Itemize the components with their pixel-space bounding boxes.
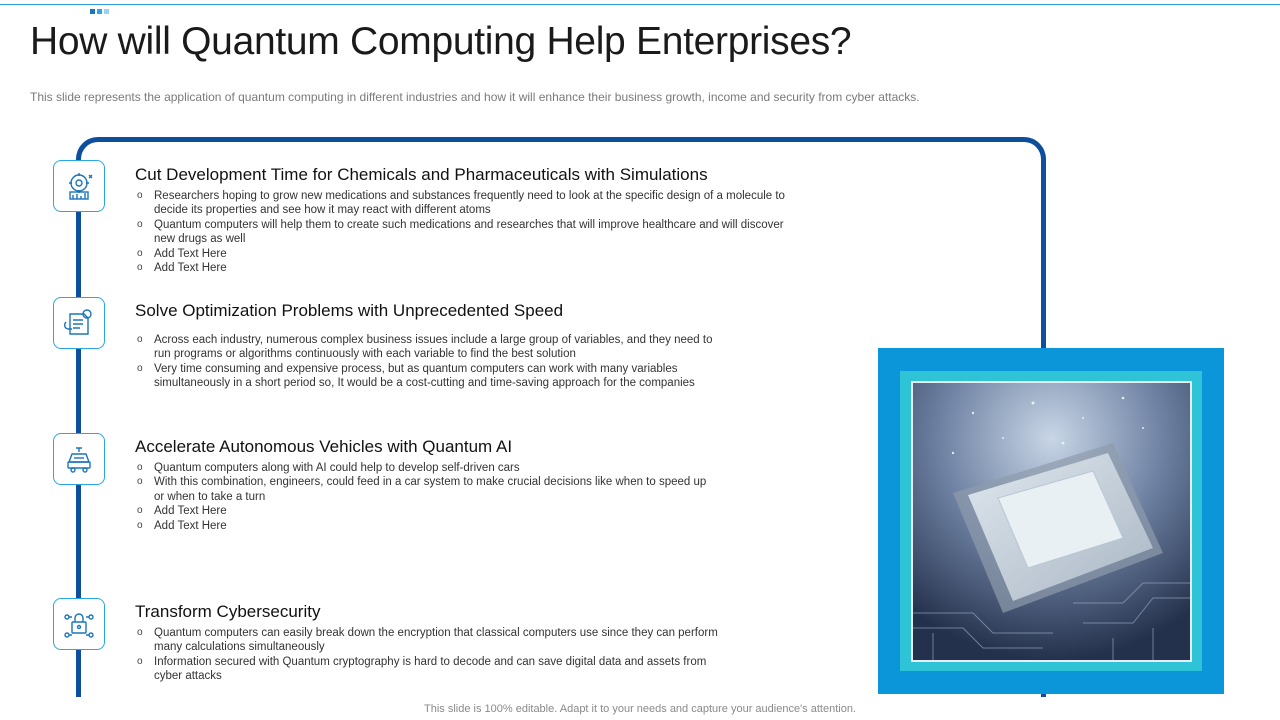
list-item: o Add Text Here xyxy=(135,247,835,261)
bullet-list xyxy=(135,461,835,533)
autonomous-vehicle-icon xyxy=(53,433,105,485)
document-gear-icon xyxy=(53,297,105,349)
list-item: o Across each industry, numerous complex business issues include a large group of variables, and they need to run programs or algorithms continuously with each variable to find the best solution xyxy=(135,333,724,362)
section-chemicals-pharmaceuticals xyxy=(135,165,835,275)
list-item: o Add Text Here xyxy=(135,504,835,518)
slide-subtitle: This slide represents the application of quantum computing in different industries and how it will enhance their business growth, income and security from cyber attacks. xyxy=(30,90,920,104)
list-item: o Add Text Here xyxy=(135,261,835,275)
section-optimization xyxy=(135,301,835,391)
top-decoration xyxy=(90,1,111,19)
bullet-list xyxy=(135,626,835,684)
slide-title: How will Quantum Computing Help Enterprises? xyxy=(30,20,852,63)
list-item: o Very time consuming and expensive process, but as quantum computers can work with many variables simultaneously in a short period so, It would be a cost-cutting and time-saving approach for the companies xyxy=(135,362,754,391)
list-item: o Researchers hoping to grow new medications and substances frequently need to look at the specific design of a molecule to decide its properties and see how it may react with different atoms xyxy=(135,189,814,218)
list-item: o Quantum computers will help them to create such medications and researches that will improve healthcare and will discover new drugs as well xyxy=(135,218,794,247)
list-item: o Add Text Here xyxy=(135,519,835,533)
security-lock-network-icon xyxy=(53,598,105,650)
list-item: o Information secured with Quantum cryptography is hard to decode and can save digital data and assets from cyber attacks xyxy=(135,655,734,684)
slide-footer: This slide is 100% editable. Adapt it to your needs and capture your audience's attention. xyxy=(424,703,856,715)
bullet-list xyxy=(135,189,835,275)
bullet-list xyxy=(135,333,835,391)
list-item: o Quantum computers along with AI could help to develop self-driven cars xyxy=(135,461,835,475)
list-item: o Quantum computers can easily break down the encryption that classical computers use since they can perform many calculations simultaneously xyxy=(135,626,729,655)
section-heading: Solve Optimization Problems with Unprecedented Speed xyxy=(135,301,564,320)
section-heading: Accelerate Autonomous Vehicles with Quantum AI xyxy=(135,437,513,456)
lab-gear-chart-icon xyxy=(53,160,105,212)
top-rule xyxy=(0,4,1280,5)
section-autonomous-vehicles xyxy=(135,437,835,533)
section-heading: Cut Development Time for Chemicals and Pharmaceuticals with Simulations xyxy=(135,165,708,184)
list-item: o With this combination, engineers, could feed in a car system to make crucial decisions like when to speed up or when to take a turn xyxy=(135,475,714,504)
section-cybersecurity xyxy=(135,602,835,684)
section-heading: Transform Cybersecurity xyxy=(135,602,321,621)
processor-chip-image xyxy=(911,381,1192,662)
